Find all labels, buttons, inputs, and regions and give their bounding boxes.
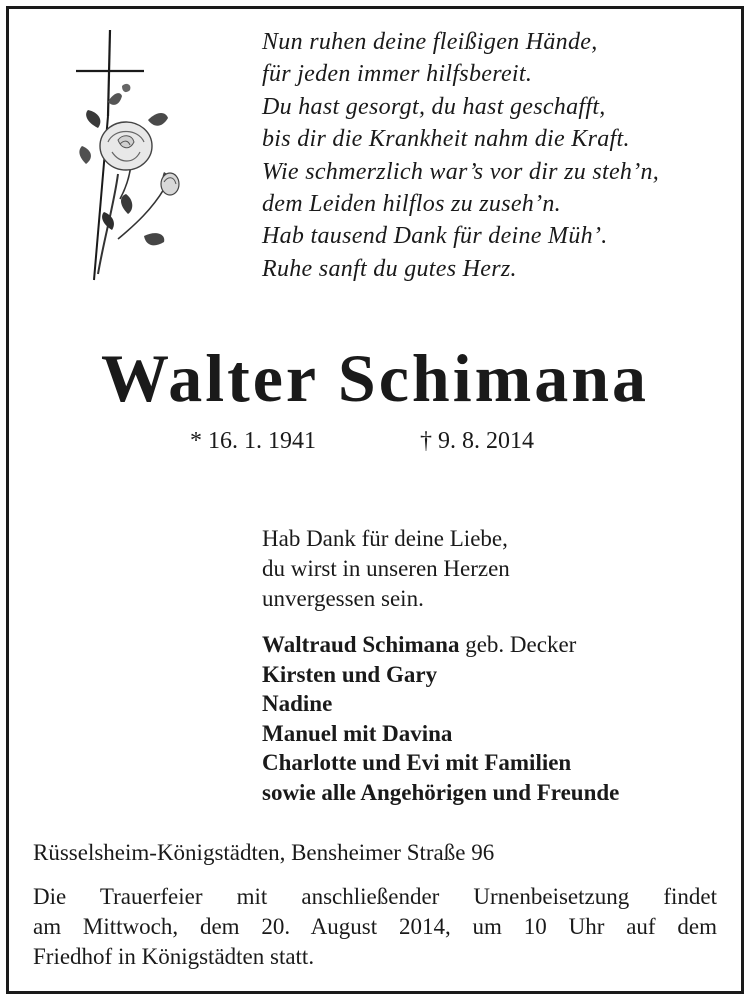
mourner-maiden-name: geb. Decker [459, 632, 577, 657]
birth-date: * 16. 1. 1941 [190, 428, 316, 454]
mourner-entry [262, 630, 619, 660]
death-date: † 9. 8. 2014 [420, 428, 534, 454]
memorial-poem [262, 26, 732, 285]
poem-line: Nun ruhen deine fleißigen Hände, [262, 29, 598, 55]
funeral-line: am Mittwoch, dem 20. August 2014, um 10 Uhr auf dem [33, 914, 717, 939]
mourner-entry: Kirsten und Gary [262, 661, 438, 687]
mourner-entry: Manuel mit Davina [262, 720, 453, 746]
poem-line: für jeden immer hilfsbereit. [262, 61, 533, 88]
cross-rose-emblem [68, 24, 188, 286]
rose-icon [79, 84, 179, 274]
poem-line: bis dir die Krankheit nahm die Kraft. [262, 126, 630, 153]
thanks-verse [262, 524, 510, 614]
family-address: Rüsselsheim-Königstädten, Bensheimer Straße 96 [33, 840, 495, 865]
poem-line: Du hast gesorgt, du hast geschafft, [262, 93, 606, 120]
poem-line: Wie schmerzlich war’s vor dir zu steh’n, [262, 158, 660, 185]
funeral-line: Friedhof in Königstädten statt. [33, 944, 315, 969]
funeral-details [33, 882, 717, 972]
poem-line: Hab tausend Dank für deine Müh’. [262, 223, 608, 250]
deceased-name: Walter Schimana [100, 340, 650, 416]
thanks-line: du wirst in unseren Herzen [262, 556, 510, 581]
mourners-list [262, 630, 619, 808]
thanks-line: unvergessen sein. [262, 586, 424, 611]
funeral-line: Die Trauerfeier mit anschließender Urnenbeisetzung findet [33, 884, 717, 909]
thanks-line: Hab Dank für deine Liebe, [262, 526, 508, 551]
mourner-entry: Nadine [262, 691, 333, 717]
mourner-entry: sowie alle Angehörigen und Freunde [262, 779, 620, 805]
poem-line: Ruhe sanft du gutes Herz. [262, 255, 517, 282]
mourner-entry: Charlotte und Evi mit Familien [262, 750, 572, 776]
poem-line: dem Leiden hilflos zu zuseh’n. [262, 191, 561, 218]
mourner-name: Waltraud Schimana [262, 632, 460, 657]
